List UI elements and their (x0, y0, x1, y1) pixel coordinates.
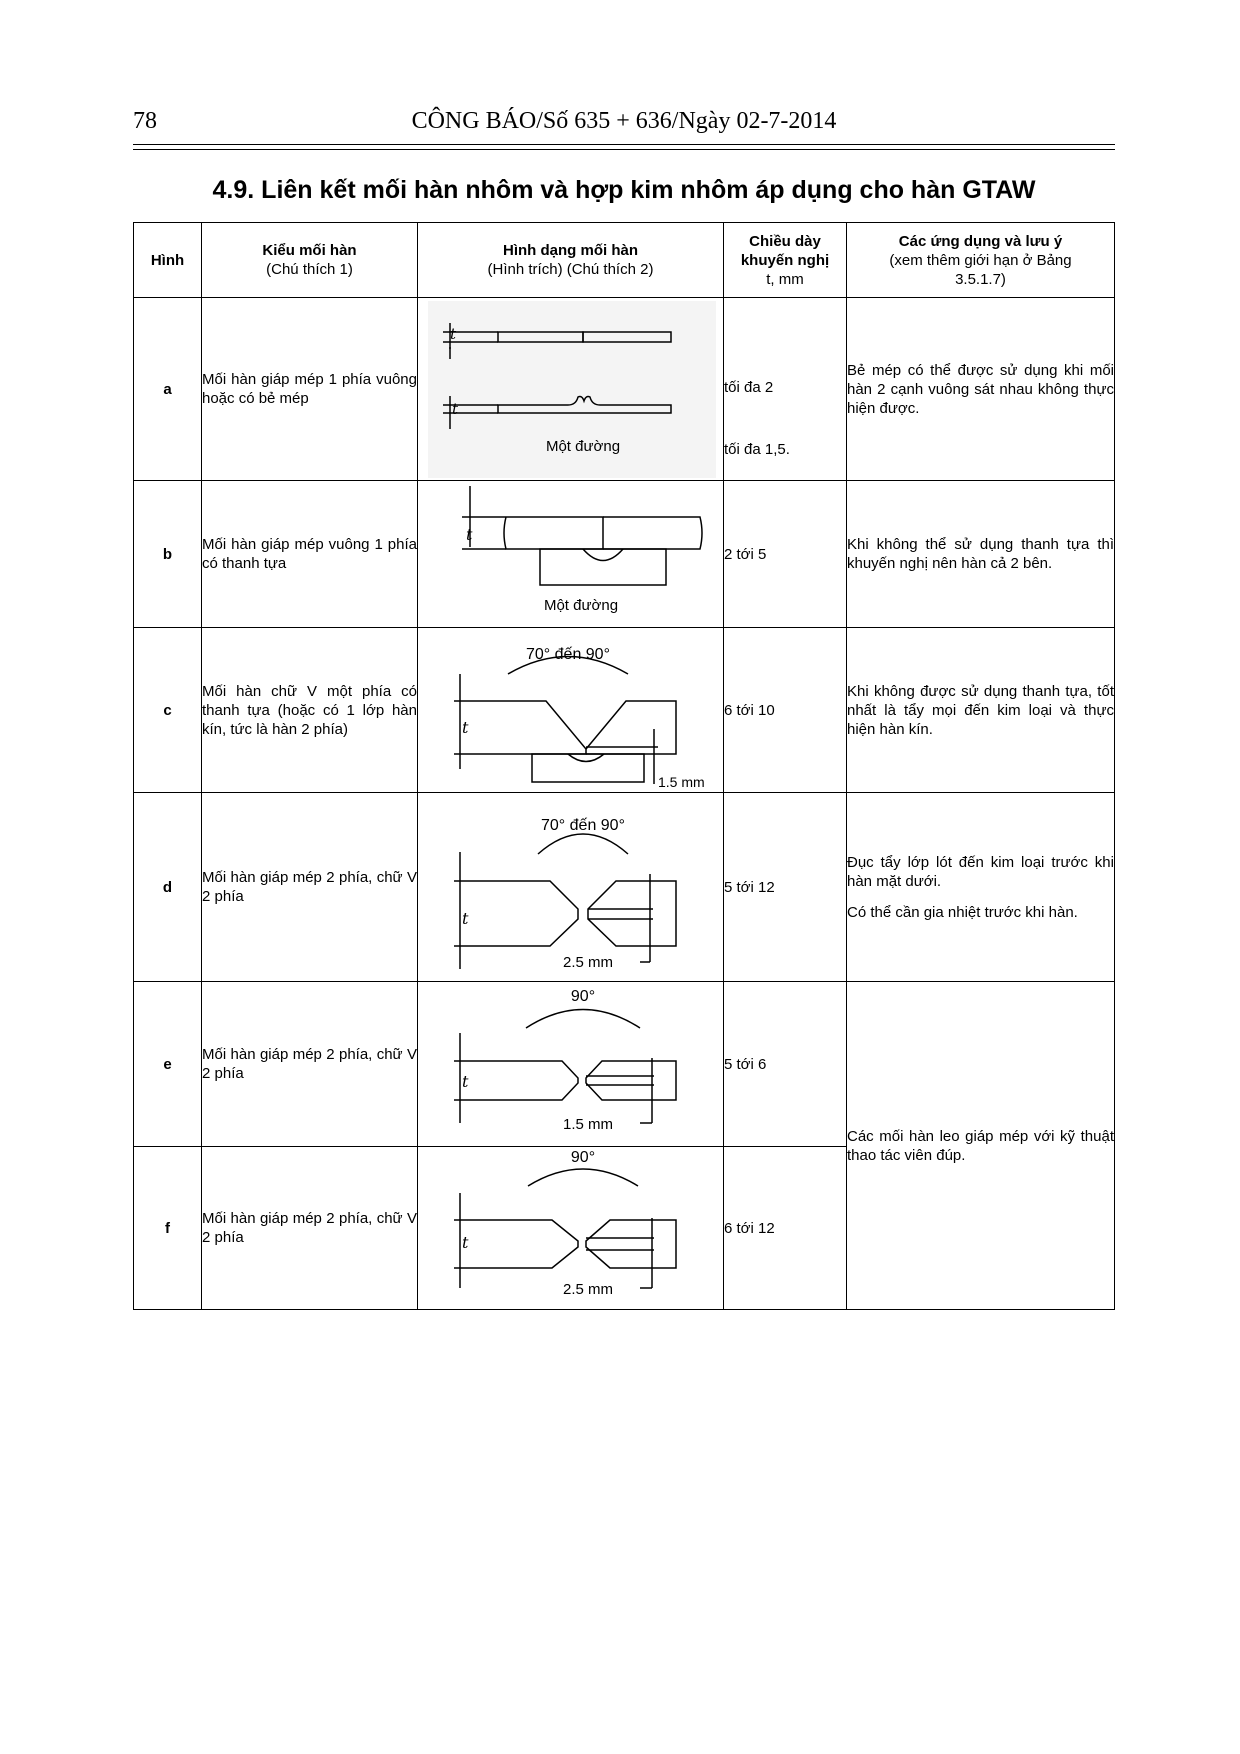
table-row (134, 481, 1115, 628)
application-note: Bẻ mép có thể được sử dụng khi mối hàn 2 cạnh vuông sát nhau không thực hiện được. (847, 298, 1115, 481)
thickness-value: 2 tới 5 (724, 481, 847, 628)
square-butt-drawing (418, 299, 724, 480)
section-title: 4.9. Liên kết mối hàn nhôm và hợp kim nhôm áp dụng cho hàn GTAW (212, 176, 1036, 204)
weld-type: Mối hàn giáp mép vuông 1 phía có thanh tựa (202, 481, 418, 628)
weld-drawing-f (418, 1147, 724, 1310)
thickness-symbol: t (452, 399, 459, 418)
thickness-value: 6 tới 12 (724, 1147, 847, 1310)
page-number: 78 (133, 108, 157, 134)
gazette-title: CÔNG BÁO/Số 635 + 636/Ngày 02-7-2014 (411, 108, 837, 134)
application-note: Khi không được sử dụng thanh tựa, tốt nhất là tẩy mọi đến kim loại và thực hiện hàn kín. (847, 628, 1115, 793)
weld-drawing-d (418, 793, 724, 982)
header-weld-type: Kiểu mối hàn (Chú thích 1) (202, 223, 418, 298)
thickness-symbol: t (462, 1232, 469, 1252)
application-note-shared: Các mối hàn leo giáp mép với kỹ thuật thao tác viên đúp. (847, 982, 1115, 1310)
weld-joint-table (133, 222, 1115, 1310)
weld-type: Mối hàn giáp mép 2 phía, chữ V 2 phía (202, 793, 418, 982)
weld-drawing-b (418, 481, 724, 628)
drawing-caption: Một đường (545, 437, 621, 455)
header-thickness: Chiều dày khuyến nghị t, mm (724, 223, 847, 298)
angle-label: 70° đến 90° (541, 816, 625, 834)
thickness-symbol: t (462, 1071, 469, 1091)
angle-label: 70° đến 90° (526, 645, 610, 663)
thickness-symbol: t (450, 324, 457, 343)
thickness-value: tối đa 2 (724, 378, 774, 396)
root-face-label: 2.5 mm (562, 1280, 614, 1298)
weld-drawing-c (418, 628, 724, 793)
header-rule-top (133, 144, 1115, 145)
weld-type: Mối hàn chữ V một phía có thanh tựa (hoặc có 1 lớp hàn kín, tức là hàn 2 phía) (202, 628, 418, 793)
header-rule-bottom (133, 149, 1115, 150)
page-header (133, 108, 1115, 142)
single-v-drawing (418, 629, 724, 792)
thickness-value: 5 tới 6 (724, 982, 847, 1147)
thickness-symbol: t (462, 908, 469, 928)
application-note (847, 793, 1115, 982)
root-face-label: 2.5 mm (562, 953, 614, 971)
double-v-90-drawing (418, 983, 724, 1146)
table-row (134, 298, 1115, 481)
drawing-caption: Một đường (543, 596, 619, 614)
table-header-row (134, 223, 1115, 298)
thickness-symbol: t (466, 524, 473, 544)
application-note: Khi không thể sử dụng thanh tựa thì khuyến nghị nên hàn cả 2 bên. (847, 481, 1115, 628)
weld-type: Mối hàn giáp mép 1 phía vuông hoặc có bẻ mép (202, 298, 418, 481)
weld-type: Mối hàn giáp mép 2 phía, chữ V 2 phía (202, 982, 418, 1147)
thickness-symbol: t (462, 717, 469, 737)
figure-label: c (134, 628, 202, 793)
table-row (134, 628, 1115, 793)
weld-drawing-a (418, 298, 724, 481)
application-note-2: Có thể cần gia nhiệt trước khi hàn. (847, 903, 1078, 921)
table-row (134, 982, 1115, 1147)
header-shape: Hình dạng mối hàn (Hình trích) (Chú thích 2) (418, 223, 724, 298)
header-applications: Các ứng dụng và lưu ý (xem thêm giới hạn ở Bảng 3.5.1.7) (847, 223, 1115, 298)
angle-label: 90° (570, 987, 596, 1005)
figure-label: b (134, 481, 202, 628)
thickness-value: 6 tới 10 (724, 628, 847, 793)
weld-drawing-e (418, 982, 724, 1147)
angle-label: 90° (570, 1148, 596, 1166)
figure-label: d (134, 793, 202, 982)
application-note-1: Đục tẩy lớp lót đến kim loại trước khi hàn mặt dưới. (847, 853, 1114, 890)
backing-bar-drawing (418, 482, 724, 627)
thickness-value: 5 tới 12 (724, 793, 847, 982)
header-figure: Hình (134, 223, 202, 298)
figure-label: a (134, 298, 202, 481)
root-face-label: 1.5 mm (562, 1115, 614, 1133)
thickness-cell (724, 298, 847, 481)
thickness-value: tối đa 1,5. (724, 440, 790, 458)
figure-label: f (134, 1147, 202, 1310)
double-v-drawing (418, 794, 724, 981)
double-v-90-drawing-wide (418, 1148, 724, 1309)
weld-type: Mối hàn giáp mép 2 phía, chữ V 2 phía (202, 1147, 418, 1310)
figure-label: e (134, 982, 202, 1147)
table-row (134, 793, 1115, 982)
root-face-label: 1.5 mm (658, 773, 705, 790)
